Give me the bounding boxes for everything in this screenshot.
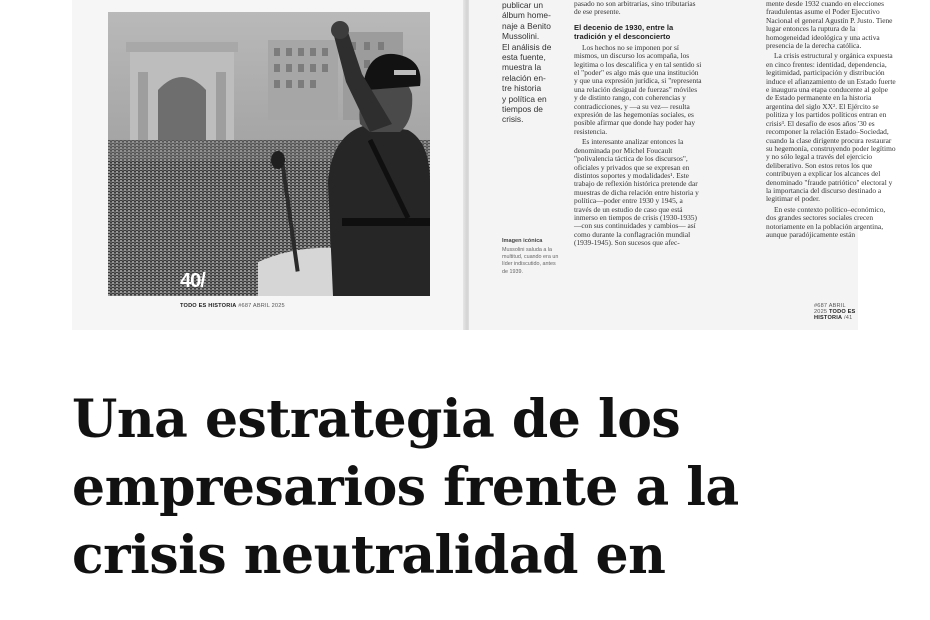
column-a-paragraph: Es interesante analizar entonces la denominada por Michel Foucault "polivalencia táctica de los discursos", oficiales y privados que se expresan en distintos soportes y modalidades¹. Este trabajo de reflexión histórica pretende dar muestras de dicha relación entre historia y política—poder entre 1930 y 1945, a través de un estudio de caso que está inmerso en tiempos de crisis (1930-1935) —con sus continuidades y cambios— así como durante la conflagración mundial (1939-1945). Son sucesos que afec- — [574, 137, 699, 248]
left-folio — [180, 303, 285, 309]
side-blurb-line: esta fuente, — [502, 52, 546, 63]
left-folio-brand: TODO ES HISTORIA — [180, 303, 237, 309]
right-folio-page: /41 — [844, 315, 853, 321]
photo-caption-title: Imagen icónica — [502, 238, 543, 244]
side-blurb-line: relación en- — [502, 72, 546, 83]
side-blurb-line: publicar un — [502, 0, 543, 10]
side-blurb-line: álbum home- — [502, 10, 551, 21]
side-blurb-line: Mussolini. — [502, 31, 540, 42]
article-column-a — [574, 0, 702, 250]
side-blurb-line: y política en — [502, 93, 547, 104]
side-blurb-line: crisis. — [502, 114, 524, 125]
side-blurb-line: tre historia — [502, 83, 542, 94]
magazine-left-page — [72, 0, 465, 330]
side-blurb — [502, 0, 560, 125]
article-column-b — [766, 0, 896, 241]
column-b-paragraph: mente desde 1932 cuando en elecciones fraudulentas asume el Poder Ejecutivo Nacional el general Agustín P. Justo. Tiene lugar entonces la ruptura de la homogeneidad ideológica y una activa presencia de la derecha católica. — [766, 0, 893, 51]
article-headline: Una estrategia de los empresarios frente a la crisis neutralidad en — [72, 389, 739, 586]
left-folio-issue: #687 ABRIL 2025 — [238, 303, 285, 309]
side-blurb-line: naje a Benito — [502, 20, 551, 31]
side-blurb-line: El análisis de — [502, 41, 552, 52]
section-heading: El decenio de 1930, entre la tradición y el desconcierto — [574, 22, 674, 41]
column-a-paragraph: Los hechos no se imponen por sí mismos, un discurso los acompaña, los legitima o los descalifica y en tal sentido si el "poder" es algo más que una institución y que una expresión jurídica, si "representa una relación desigual de fuerzas" móviles y de distinto rango, con coherencias y contradicciones, y —a su vez— resulta expresión de las hegemonías sociales, es posible afirmar que donde hay poder hay resistencia. — [574, 42, 702, 136]
photo-caption-text: Mussolini saluda a la multitud, cuando era un líder indiscutido, antes de 1939. — [502, 247, 559, 275]
column-a-intro: pasado no son arbitrarias, sino tributarias de ese presente. — [574, 0, 696, 17]
photo-illustration — [108, 12, 430, 296]
column-b-paragraph: La crisis estructural y orgánica expuesta en cinco frentes: identidad, dependencia, legitimidad, participación y distribución induce el afianzamiento de un Estado fuerte e inaugura una etapa conducente al golpe de Estado permanente en la historia argentina del siglo XX². El Ejército se politiza y los partidos políticos entran en crisis³. El desafío de esos años '30 es recomponer la relación Estado–Sociedad, cuando la clase dirigente procura restaurar su hegemonía, construyendo poder legítimo y no sólo legal a través del ejercicio deliberativo. Son estos retos los que contribuyen a explicar los alcances del denominado "fraude patriótico" electoral y la importancia del discurso destinado a legitimar el poder. — [766, 51, 896, 204]
right-folio-issue: #687 ABRIL 2025 — [814, 303, 846, 315]
magazine-spread — [72, 0, 896, 330]
photo-page-number: 40/ — [180, 270, 205, 292]
mussolini-crowd-photo — [108, 12, 430, 296]
side-blurb-line: tiempos de — [502, 104, 543, 115]
column-b-paragraph: En este contexto político–económico, dos grandes sectores sociales crecen notoriamente en la población argentina, aunque paradójicamente están — [766, 204, 886, 239]
side-blurb-line: muestra la — [502, 62, 542, 73]
right-folio-brand: TODO ES HISTORIA — [814, 309, 856, 321]
right-folio — [814, 303, 858, 321]
